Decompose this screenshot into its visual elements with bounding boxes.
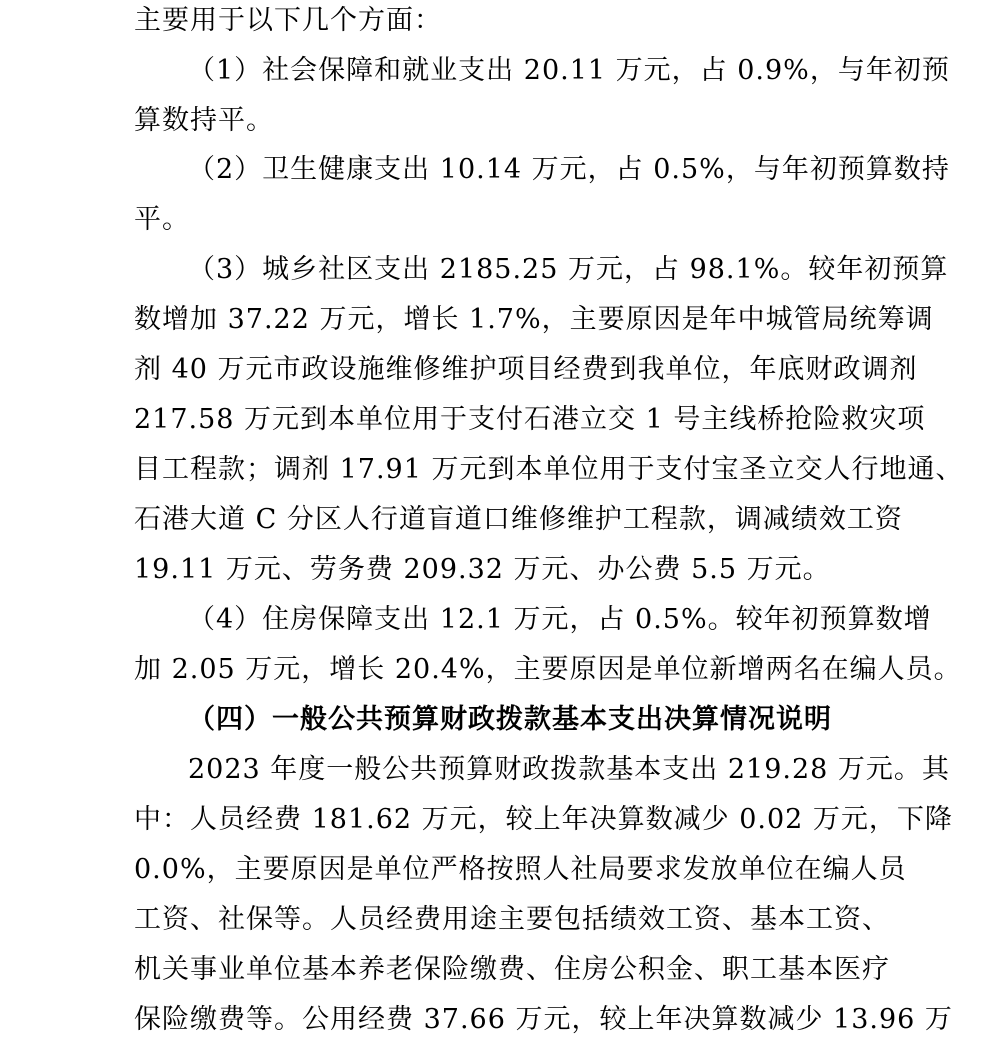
text-line-14: 加 2.05 万元，增长 20.4%，主要原因是单位新增两名在编人员。	[134, 654, 962, 685]
text-line-7: 数增加 37.22 万元，增长 1.7%，主要原因是年中城管局统筹调	[134, 304, 934, 335]
text-line-9: 217.58 万元到本单位用于支付石港立交 1 号主线桥抢险救灾项	[134, 404, 926, 435]
text-line-5: 平。	[134, 204, 190, 235]
text-line-13: （4）住房保障支出 12.1 万元，占 0.5%。较年初预算数增	[188, 604, 932, 635]
text-line-17: 中：人员经费 181.62 万元，较上年决算数减少 0.02 万元，下降	[134, 804, 953, 835]
text-line-20: 机关事业单位基本养老保险缴费、住房公积金、职工基本医疗	[134, 954, 890, 985]
text-line-16: 2023 年度一般公共预算财政拨款基本支出 219.28 万元。其	[188, 754, 950, 785]
text-line-3: 算数持平。	[134, 105, 274, 136]
text-line-4: （2）卫生健康支出 10.14 万元，占 0.5%，与年初预算数持	[188, 154, 950, 185]
text-line-19: 工资、社保等。人员经费用途主要包括绩效工资、基本工资、	[134, 904, 890, 935]
text-line-12: 19.11 万元、劳务费 209.32 万元、办公费 5.5 万元。	[134, 554, 831, 585]
text-line-2: （1）社会保障和就业支出 20.11 万元，占 0.9%，与年初预	[188, 55, 950, 86]
text-line-6: （3）城乡社区支出 2185.25 万元，占 98.1%。较年初预算	[188, 254, 949, 285]
section-heading: （四）一般公共预算财政拨款基本支出决算情况说明	[188, 704, 832, 735]
text-line-1: 主要用于以下几个方面：	[134, 5, 442, 36]
text-line-18: 0.0%，主要原因是单位严格按照人社局要求发放单位在编人员	[134, 854, 907, 885]
text-line-10: 目工程款；调剂 17.91 万元到本单位用于支付宝圣立交人行地通、	[134, 454, 964, 485]
text-line-21: 保险缴费等。公用经费 37.66 万元，较上年决算数减少 13.96 万	[134, 1004, 953, 1035]
text-line-11: 石港大道 C 分区人行道盲道口维修维护工程款，调减绩效工资	[134, 504, 903, 535]
text-line-8: 剂 40 万元市政设施维修维护项目经费到我单位，年底财政调剂	[134, 354, 918, 385]
